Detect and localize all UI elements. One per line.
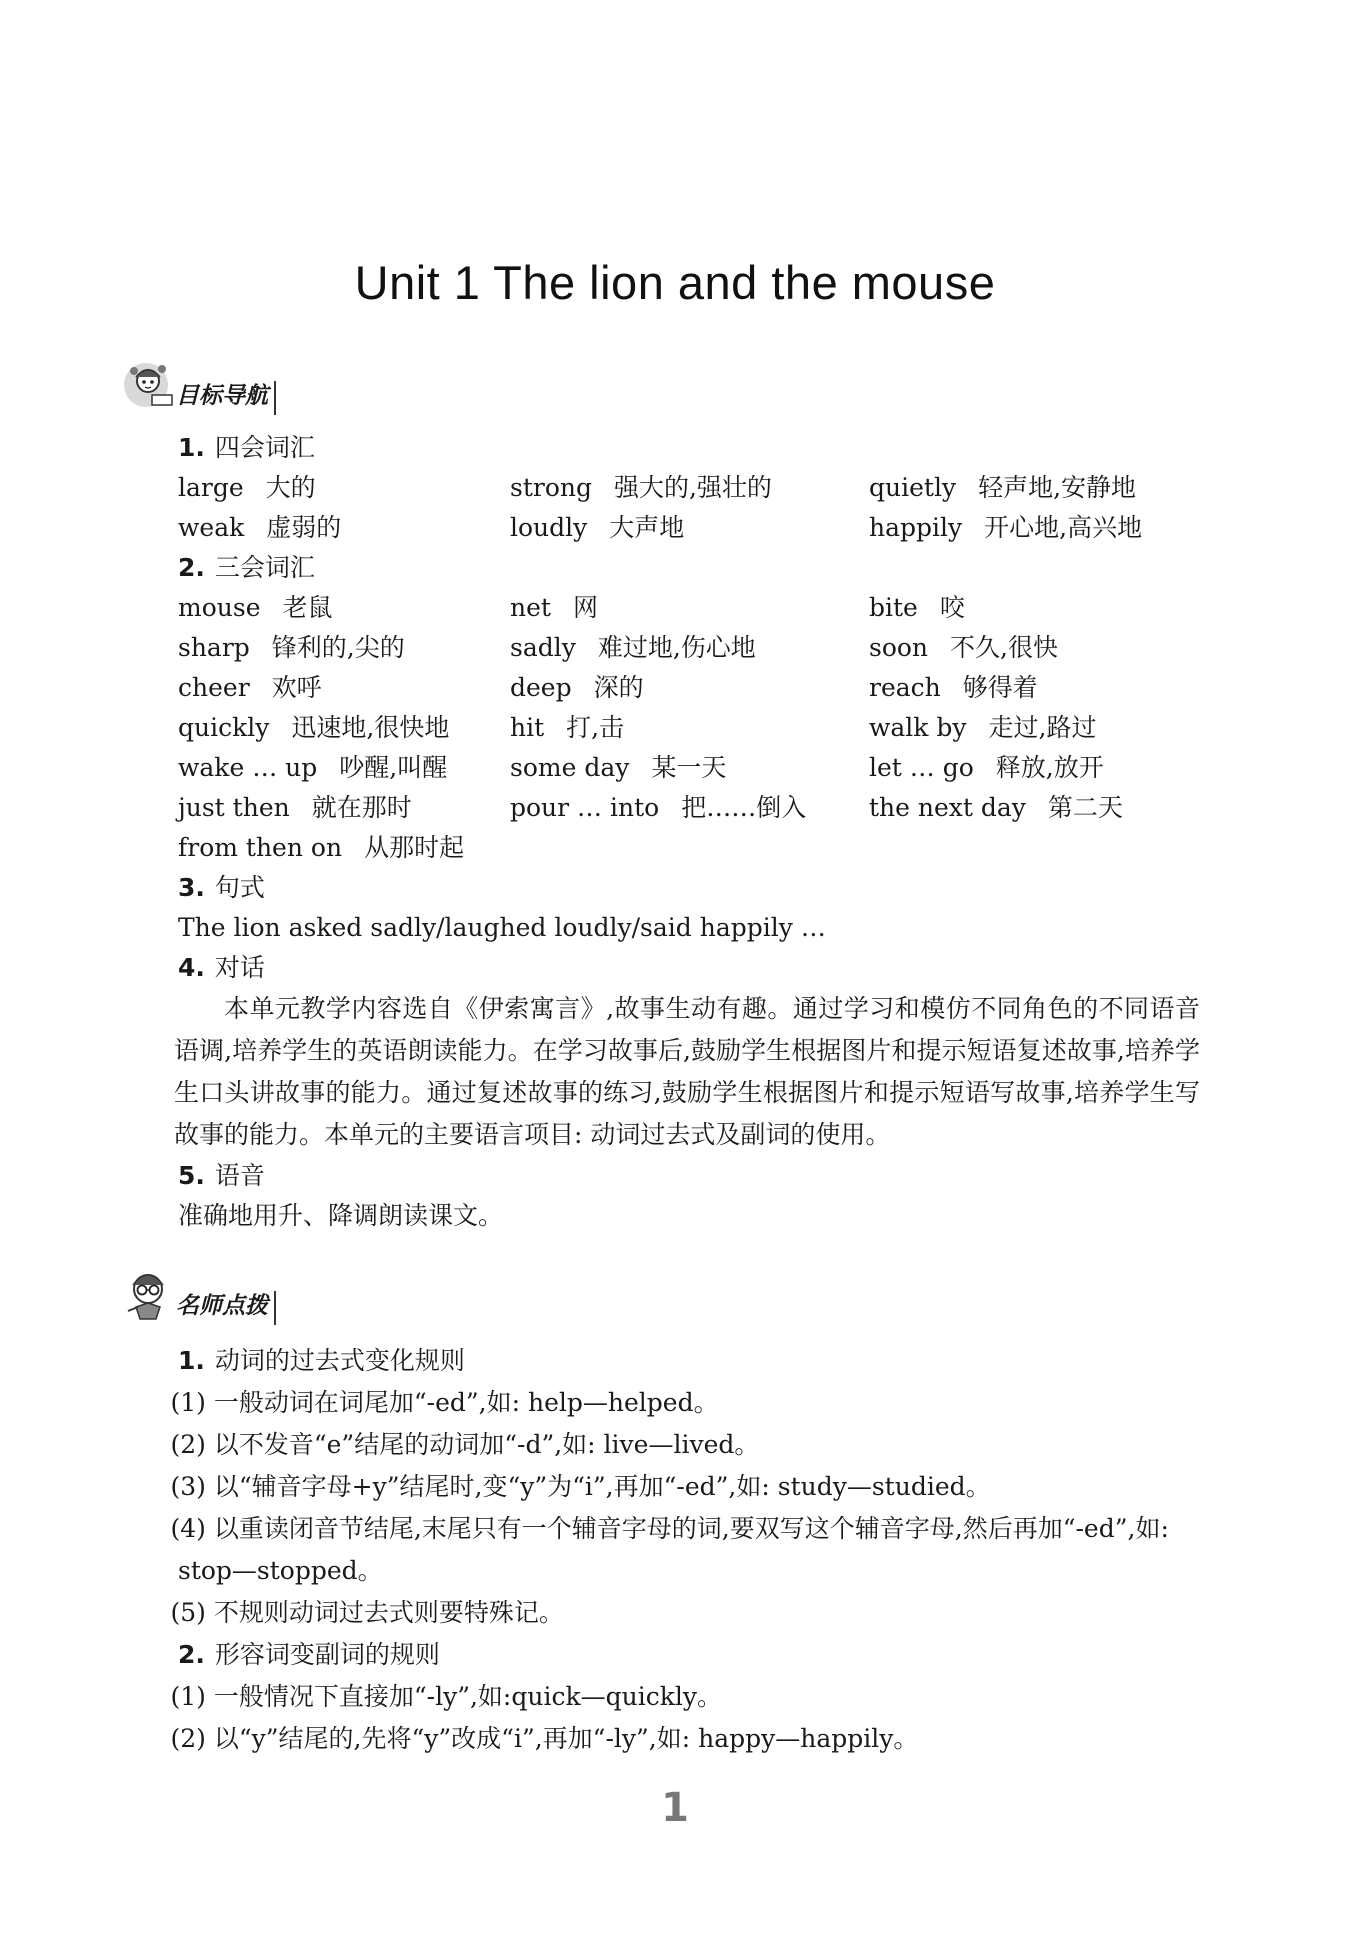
- heading-three-skill-vocab: 2. 三会词汇: [178, 553, 315, 582]
- vocab-word: loudly: [510, 513, 588, 542]
- vocab-item: [869, 828, 1169, 868]
- sentence-pattern: The lion asked sadly/laughed loudly/said happily …: [178, 913, 826, 942]
- vocab-three-skill-grid: [178, 588, 1200, 868]
- vocab-meaning: 从那时起: [364, 833, 465, 862]
- vocab-word: deep: [510, 673, 572, 702]
- vocab-item: [178, 668, 510, 708]
- vocab-item: [869, 748, 1169, 788]
- vocab-meaning: 走过,路过: [988, 713, 1097, 742]
- heading-adverb-rules: 2. 形容词变副词的规则: [178, 1640, 440, 1669]
- rule-item: (2) 以“y”结尾的,先将“y”改成“i”,再加“-ly”,如: happy—happily。: [170, 1724, 919, 1753]
- vocab-word: some day: [510, 753, 630, 782]
- vocab-meaning: 老鼠: [282, 593, 333, 622]
- vocab-item: [510, 468, 869, 508]
- vocab-meaning: 打,击: [566, 713, 625, 742]
- heading-past-tense-rules: 1. 动词的过去式变化规则: [178, 1346, 465, 1375]
- section-label-tips: 名师点拨: [174, 1291, 276, 1325]
- vocab-item: [178, 828, 510, 868]
- vocab-meaning: 开心地,高兴地: [984, 513, 1143, 542]
- vocab-word: net: [510, 593, 551, 622]
- vocab-word: quietly: [869, 473, 957, 502]
- vocab-item: [510, 668, 869, 708]
- vocab-meaning: 咬: [939, 593, 965, 622]
- phonetics-text: 准确地用升、降调朗读课文。: [178, 1201, 504, 1230]
- vocab-item: [510, 828, 869, 868]
- vocab-meaning: 难过地,伤心地: [597, 633, 756, 662]
- vocab-item: [510, 708, 869, 748]
- section-header-tips: [122, 1265, 276, 1325]
- past-tense-rules-list: [170, 1382, 1200, 1634]
- vocab-word: pour … into: [510, 793, 660, 822]
- heading-sentence-pattern: 3. 句式: [178, 873, 265, 902]
- page-number: 1: [661, 1785, 689, 1831]
- vocab-word: strong: [510, 473, 592, 502]
- vocab-word: from then on: [178, 833, 343, 862]
- vocab-word: weak: [178, 513, 245, 542]
- section-label-goals: 目标导航: [174, 381, 276, 415]
- vocab-item: [869, 668, 1169, 708]
- vocab-meaning: 欢呼: [271, 673, 322, 702]
- rule-item: (1) 一般情况下直接加“-ly”,如:quick—quickly。: [170, 1682, 722, 1711]
- page-title: Unit 1 The lion and the mouse: [354, 256, 996, 309]
- vocab-word: large: [178, 473, 244, 502]
- vocab-meaning: 释放,放开: [995, 753, 1104, 782]
- vocab-item: [869, 508, 1169, 548]
- vocab-item: [178, 628, 510, 668]
- vocab-item: [178, 588, 510, 628]
- vocab-meaning: 某一天: [651, 753, 727, 782]
- vocab-item: [869, 468, 1169, 508]
- vocab-item: [178, 468, 510, 508]
- heading-phonetics: 5. 语音: [178, 1161, 265, 1190]
- rule-item: (4) 以重读闭音节结尾,末尾只有一个辅音字母的词,要双写这个辅音字母,然后再加“-ed”,如: stop—stopped。: [170, 1514, 1169, 1585]
- vocab-item: [869, 588, 1169, 628]
- vocab-item: [869, 708, 1169, 748]
- goals-content: [174, 428, 1200, 1236]
- vocab-word: sadly: [510, 633, 576, 662]
- vocab-word: hit: [510, 713, 545, 742]
- vocab-meaning: 大的: [265, 473, 316, 502]
- vocab-item: [510, 788, 869, 828]
- dialogue-paragraph: 本单元教学内容选自《伊索寓言》,故事生动有趣。通过学习和模仿不同角色的不同语音语调,培养学生的英语朗读能力。在学习故事后,鼓励学生根据图片和提示短语复述故事,培养学生口头讲故事的能力。通过复述故事的练习,鼓励学生根据图片和提示短语写故事,培养学生写故事的能力。本单元的主要语言项目: 动词过去式及副词的使用。: [174, 994, 1200, 1149]
- rule-item: (3) 以“辅音字母+y”结尾时,变“y”为“i”,再加“-ed”,如: study—studied。: [170, 1472, 991, 1501]
- rule-item: (5) 不规则动词过去式则要特殊记。: [170, 1598, 564, 1627]
- heading-dialogue: 4. 对话: [178, 953, 265, 982]
- vocab-meaning: 迅速地,很快地: [291, 713, 450, 742]
- vocab-meaning: 锋利的,尖的: [271, 633, 405, 662]
- vocab-word: reach: [869, 673, 941, 702]
- vocab-meaning: 吵醒,叫醒: [339, 753, 448, 782]
- vocab-four-skill-grid: [178, 468, 1200, 548]
- vocab-meaning: 把……倒入: [681, 793, 807, 822]
- girl-reading-icon: [122, 357, 180, 415]
- vocab-item: [178, 788, 510, 828]
- vocab-word: happily: [869, 513, 963, 542]
- vocab-word: sharp: [178, 633, 250, 662]
- vocab-item: [869, 788, 1169, 828]
- vocab-item: [869, 628, 1169, 668]
- vocab-word: just then: [178, 793, 290, 822]
- vocab-word: quickly: [178, 713, 270, 742]
- vocab-meaning: 虚弱的: [266, 513, 342, 542]
- section-header-goals: [122, 355, 276, 415]
- rule-item: (2) 以不发音“e”结尾的动词加“-d”,如: live—lived。: [170, 1430, 760, 1459]
- tips-content: [170, 1340, 1200, 1760]
- vocab-meaning: 强大的,强壮的: [613, 473, 772, 502]
- vocab-word: let … go: [869, 753, 974, 782]
- vocab-word: soon: [869, 633, 929, 662]
- vocab-meaning: 够得着: [962, 673, 1038, 702]
- vocab-word: the next day: [869, 793, 1026, 822]
- vocab-item: [178, 748, 510, 788]
- vocab-word: cheer: [178, 673, 250, 702]
- vocab-word: wake … up: [178, 753, 318, 782]
- girl-glasses-icon: [122, 1267, 180, 1325]
- vocab-item: [510, 588, 869, 628]
- rule-item: (1) 一般动词在词尾加“-ed”,如: help—helped。: [170, 1388, 719, 1417]
- vocab-word: bite: [869, 593, 918, 622]
- heading-four-skill-vocab: 1. 四会词汇: [178, 433, 315, 462]
- vocab-item: [510, 748, 869, 788]
- vocab-meaning: 大声地: [609, 513, 685, 542]
- vocab-meaning: 深的: [593, 673, 644, 702]
- vocab-item: [510, 628, 869, 668]
- vocab-meaning: 不久,很快: [950, 633, 1058, 662]
- vocab-word: mouse: [178, 593, 261, 622]
- vocab-meaning: 就在那时: [311, 793, 412, 822]
- vocab-item: [178, 708, 510, 748]
- vocab-item: [178, 508, 510, 548]
- vocab-meaning: 轻声地,安静地: [978, 473, 1137, 502]
- vocab-word: walk by: [869, 713, 967, 742]
- adverb-rules-list: [170, 1676, 1200, 1760]
- vocab-meaning: 第二天: [1047, 793, 1123, 822]
- vocab-item: [510, 508, 869, 548]
- vocab-meaning: 网: [572, 593, 598, 622]
